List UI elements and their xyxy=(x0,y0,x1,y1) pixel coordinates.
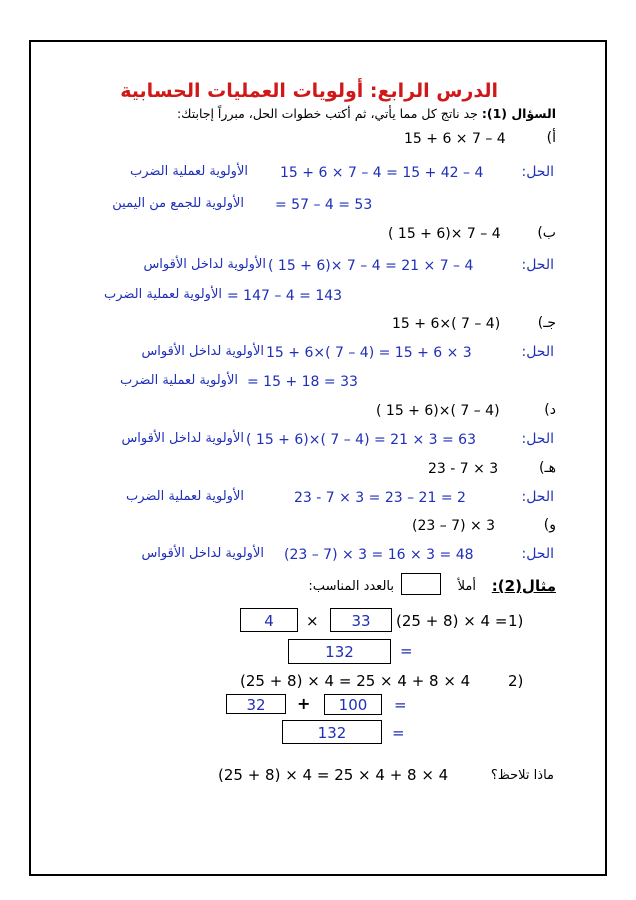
item-d-step1: ( 15 + 6)×( 7 – 4) = 21 × 3 = 63 xyxy=(246,432,476,448)
example-2-blank-box xyxy=(401,573,441,595)
item-b-expr: ( 15 + 6)× 7 – 4 xyxy=(388,226,501,242)
item-a-step1: 15 + 6 × 7 – 4 = 15 + 42 – 4 xyxy=(280,165,484,181)
problem-2-expr: (25 + 8) × 4 = 25 × 4 + 8 × 4 xyxy=(240,672,471,690)
item-f-solution-label: الحل: xyxy=(521,546,554,562)
item-f-expr: (23 – 7) × 3 xyxy=(412,518,496,534)
item-e-note1: الأولوية لعملية الضرب xyxy=(125,489,244,504)
item-a-note2: الأولوية للجمع من اليمين xyxy=(112,196,244,211)
item-c-expr: 15 + 6×( 7 – 4) xyxy=(392,316,501,332)
item-c-note2: الأولوية لعملية الضرب xyxy=(119,373,238,388)
problem-2-number: 2) xyxy=(508,672,524,690)
item-e-solution-label: الحل: xyxy=(521,489,554,505)
item-e-step1: 23 - 7 × 3 = 23 – 21 = 2 xyxy=(294,490,466,506)
example-2-fill-word: أملأ xyxy=(457,579,476,594)
problem-2-box-a[interactable]: 100 xyxy=(324,694,382,715)
item-d-expr: ( 15 + 6)×( 7 – 4) xyxy=(376,403,500,419)
item-a-step2: = 57 – 4 = 53 xyxy=(275,197,373,213)
item-a-letter: أ) xyxy=(546,130,556,146)
item-b-step1: ( 15 + 6)× 7 – 4 = 21 × 7 – 4 xyxy=(268,258,474,274)
item-f-step1: (23 – 7) × 3 = 16 × 3 = 48 xyxy=(284,547,474,563)
question-1-header xyxy=(86,105,556,123)
item-d-letter: د) xyxy=(544,402,556,418)
item-a-solution-label: الحل: xyxy=(521,164,554,180)
item-d-note1: الأولوية لداخل الأقواس xyxy=(121,431,244,446)
problem-2-equals-2: = xyxy=(392,724,405,742)
question-1-label: السؤال (1): xyxy=(481,106,556,121)
problem-2-result-box[interactable]: 132 xyxy=(282,720,382,744)
notice-question: ماذا تلاحظ؟ xyxy=(490,768,554,783)
problem-2-equals-1: = xyxy=(394,696,407,714)
item-a-note1: الأولوية لعملية الضرب xyxy=(129,164,248,179)
item-c-solution-label: الحل: xyxy=(521,344,554,360)
item-b-step2: = 147 – 4 = 143 xyxy=(227,288,343,304)
problem-2-box-b[interactable]: 32 xyxy=(226,694,286,714)
item-a-expr: 15 + 6 × 7 – 4 xyxy=(404,131,506,147)
item-b-note1: الأولوية لداخل الأقواس xyxy=(143,257,266,272)
item-c-note1: الأولوية لداخل الأقواس xyxy=(141,344,264,359)
problem-1-result-box[interactable]: 132 xyxy=(288,639,391,664)
problem-1-times-sign: × xyxy=(306,612,319,630)
problem-1-equals: = xyxy=(400,642,413,660)
item-c-letter: جـ) xyxy=(537,315,556,331)
item-f-letter: و) xyxy=(543,517,556,533)
problem-2-plus-sign: + xyxy=(297,694,311,713)
notice-expression: (25 + 8) × 4 = 25 × 4 + 8 × 4 xyxy=(218,766,449,784)
question-1-instruction: جد ناتج كل مما يأتي، ثم أكتب خطوات الحل، مبرراً إجابتك: xyxy=(176,106,478,121)
example-2-instruction: بالعدد المناسب: xyxy=(308,579,394,594)
item-f-note1: الأولوية لداخل الأقواس xyxy=(141,546,264,561)
problem-1-box-b[interactable]: 4 xyxy=(240,608,298,632)
item-e-expr: 23 - 7 × 3 xyxy=(428,461,499,477)
problem-1-box-a[interactable]: 33 xyxy=(330,608,392,632)
item-c-step1: 15 + 6×( 7 – 4) = 15 + 6 × 3 xyxy=(266,345,472,361)
item-d-solution-label: الحل: xyxy=(521,431,554,447)
item-b-solution-label: الحل: xyxy=(521,257,554,273)
item-b-letter: ب) xyxy=(537,225,556,241)
example-2-label: مثال(2): xyxy=(491,577,556,595)
lesson-title: الدرس الرابع: أولويات العمليات الحسابية xyxy=(120,80,498,102)
item-b-note2: الأولوية لعملية الضرب xyxy=(103,287,222,302)
problem-1-number: 1) xyxy=(508,612,524,630)
item-e-letter: هـ) xyxy=(539,460,556,476)
item-c-step2: = 15 + 18 = 33 xyxy=(247,374,358,390)
problem-1-expr: (25 + 8) × 4 = xyxy=(396,612,508,630)
